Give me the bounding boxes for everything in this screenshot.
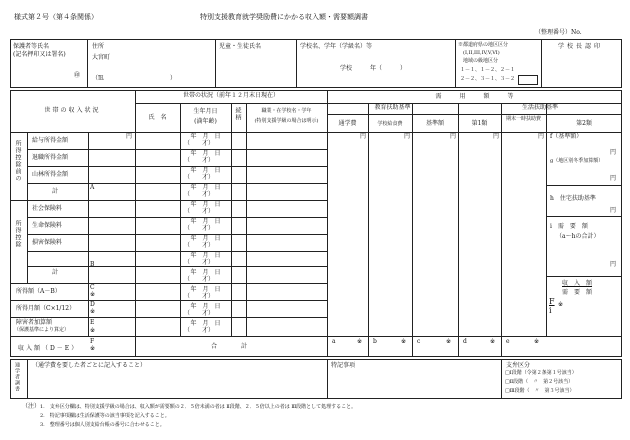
income-row-retirement: 退職所得金額 [32, 154, 69, 161]
yen-standard: 円 [450, 133, 457, 140]
commuter-label: 通学者調書 [14, 362, 20, 392]
birth-cell-12: 年 月 日 [190, 320, 221, 327]
deduction-life-insurance: 生命保険料 [32, 222, 63, 229]
age-cell-7: （ 才） [184, 242, 215, 249]
income-monthly-label: 所得月額（C×1/12） [16, 305, 76, 312]
ratio-i: i [549, 306, 552, 315]
support-level-3[interactable]: □Ⅲ段階（ 〃 第３号該当） [505, 388, 575, 394]
life-col-class1: 第1類 [471, 120, 488, 127]
demand-title: 需 用 額 等 [435, 93, 514, 100]
deduction-damage-insurance: 損害保険料 [32, 239, 63, 246]
note-mark-f: ※ [90, 345, 96, 352]
occupation-header: 職業・在学校名・学年 [261, 108, 312, 114]
note-a: ※ [357, 338, 363, 345]
region-row-1: １－１、１－２、２－１ [460, 67, 516, 73]
marker-f: F [90, 338, 95, 345]
ratio-f: F [549, 297, 555, 306]
school-label: 学校名、学年（学級名）等 [300, 43, 373, 50]
life-col-class2: 第2類 [576, 120, 592, 127]
income-row-forest: 山林所得金額 [32, 171, 69, 178]
support-title: 支弁区分 [506, 362, 531, 369]
disability-label: 障害者加算額 [16, 319, 53, 326]
income-row-salary: 給与所得金額 [32, 137, 69, 144]
seal-mark: ㊞ [74, 72, 81, 79]
principal-seal-label: 学校長認印 [558, 43, 604, 50]
yen-unit: 円 [126, 133, 133, 140]
age-cell-6: （ 才） [184, 225, 215, 232]
marker-c: C [90, 284, 95, 291]
income-title: 世帯の収入状況 [44, 107, 101, 114]
relation-header: 続柄 [234, 107, 241, 121]
edu-col-lunch: 学校給食費 [377, 121, 403, 127]
household-total-label: 合 計 [210, 343, 251, 350]
education-title: 教育扶助基準 [374, 104, 411, 111]
child-name-label: 児童・生徒氏名 [219, 43, 262, 50]
region-row-2: ２－２、３－１、３－２ [460, 76, 516, 82]
form-number: 様式第２号（第４条関係） [14, 13, 98, 21]
yen-class1: 円 [493, 133, 500, 140]
age-cell-5: （ 才） [184, 208, 215, 215]
living-title: 生活扶助基準 [521, 104, 558, 111]
total-income-label: 収入額（D－E） [18, 345, 80, 352]
ratio-note: ※ [558, 301, 564, 308]
note-d: ※ [490, 338, 496, 345]
guardian-label: 保護者等氏名 [13, 43, 50, 50]
age-header: (満年齢) [194, 118, 217, 125]
age-cell-1: （ 才） [184, 140, 215, 147]
age-cell-2: （ 才） [184, 157, 215, 164]
note-3: 3. 整理番号は個人別支給台帳の番号に合わせること。 [40, 422, 165, 428]
i-sub-label: （a～hの合計） [556, 233, 600, 240]
note-2: 2. 特記事項欄は生活保護等の該当事項を記入すること。 [40, 413, 170, 419]
income-group-2-label: 所得控除 [14, 220, 21, 248]
region-title: ※都道府県の地区区分 [458, 42, 509, 48]
income-row-subtotal-1: 計 [52, 188, 59, 195]
region-sub: 地域の級地区分 [463, 58, 499, 64]
note-1: 1. 支弁区分欄は、特別支援学級の場合は、収入額が需要額の２．５倍未満の者は Ⅱ段階、２．５倍以上の者は Ⅲ段階として処理すること。 [40, 404, 357, 410]
income-group-1-label: 所得控除前の [14, 140, 21, 182]
birth-cell-1: 年 月 日 [190, 133, 221, 140]
birth-cell-4: 年 月 日 [190, 184, 221, 191]
deduction-subtotal: 計 [52, 269, 59, 276]
age-cell-3: （ 才） [184, 174, 215, 181]
yen-seasonal: 円 [538, 133, 545, 140]
yen-f: 円 [610, 149, 617, 156]
form-title: 特別支援教育就学奨励費にかかる収入額・需要額調書 [200, 13, 368, 21]
age-cell-4: （ 才） [184, 191, 215, 198]
address-value: 大宮町 [92, 54, 111, 61]
marker-b: B [90, 261, 95, 268]
marker-d: D [90, 301, 95, 308]
birth-cell-11: 年 月 日 [190, 303, 221, 310]
birth-date-header: 生年月日 [193, 108, 218, 115]
region-selected-box [518, 75, 538, 85]
guardian-sub-label: (記名押印又は署名) [13, 51, 66, 58]
g-label: g（地区別冬季加算額） [550, 158, 604, 164]
total-marker-a: a [332, 338, 336, 345]
edu-col-commute: 通学費 [338, 120, 357, 127]
total-marker-c: c [417, 338, 421, 345]
birth-cell-10: 年 月 日 [190, 286, 221, 293]
birth-cell-5: 年 月 日 [190, 201, 221, 208]
ratio-bottom: 需 要 額 [562, 289, 593, 296]
support-level-1[interactable]: □Ⅰ段階（令第２条第１号該当） [505, 370, 577, 376]
f-label: f（基準額） [550, 133, 583, 140]
special-notes-label: 特記事項 [331, 362, 356, 369]
total-marker-e: e [506, 338, 510, 345]
age-cell-10: （ 才） [184, 293, 215, 300]
school-grade-field: 学校 年（ ） [340, 65, 407, 72]
deduction-social-insurance: 社会保険料 [32, 205, 63, 212]
household-name-header: 氏 名 [148, 114, 167, 121]
total-marker-d: d [463, 338, 467, 345]
note-e: ※ [534, 338, 540, 345]
age-cell-9: （ 才） [184, 276, 215, 283]
disability-sub-label: （保護基準により算定） [14, 327, 70, 333]
edu-col-standard: 基準額 [425, 120, 444, 127]
age-cell-11: （ 才） [184, 310, 215, 317]
note-mark-c: ※ [90, 291, 96, 298]
h-label: h 住宅扶助基準 [550, 195, 596, 202]
note-mark-d: ※ [90, 308, 96, 315]
note-mark-e: ※ [90, 327, 96, 334]
age-cell-12: （ 才） [184, 327, 215, 334]
birth-cell-9: 年 月 日 [190, 269, 221, 276]
marker-a: A [90, 184, 95, 191]
income-amount-label: 所得額（A－B） [16, 288, 61, 295]
commuter-note: （通学費を要した者ごとに記入すること） [32, 362, 147, 369]
address-label: 住所 [92, 43, 105, 50]
occupation-sub-header: (特別支援学級の場合は明示) [254, 118, 319, 124]
notes-lead: （注） [22, 403, 41, 410]
support-level-2[interactable]: □Ⅱ段階（ 〃 第２号該当） [505, 379, 574, 385]
telephone-field: （℡ ） [92, 75, 177, 82]
age-cell-8: （ 才） [184, 259, 215, 266]
life-col-seasonal: 期末一時扶助費 [505, 116, 541, 122]
reference-number: （整理番号）No. [535, 29, 582, 36]
note-c: ※ [446, 338, 452, 345]
birth-cell-7: 年 月 日 [190, 235, 221, 242]
birth-cell-3: 年 月 日 [190, 167, 221, 174]
note-b: ※ [401, 338, 407, 345]
yen-i: 円 [610, 261, 617, 268]
i-label: i 需 要 額 [550, 223, 588, 230]
ratio-top: 収 入 額 [562, 280, 593, 287]
yen-lunch: 円 [404, 133, 411, 140]
region-classes: (I,II,III,IV,V,VI) [463, 50, 500, 56]
birth-cell-6: 年 月 日 [190, 218, 221, 225]
birth-cell-2: 年 月 日 [190, 150, 221, 157]
household-title: 世帯の状況（前年１２月末日現在） [182, 92, 279, 99]
yen-h: 円 [610, 207, 617, 214]
birth-cell-8: 年 月 日 [190, 252, 221, 259]
total-marker-b: b [373, 338, 377, 345]
yen-g: 円 [610, 175, 617, 182]
marker-e: E [90, 319, 95, 326]
yen-commute: 円 [360, 133, 367, 140]
